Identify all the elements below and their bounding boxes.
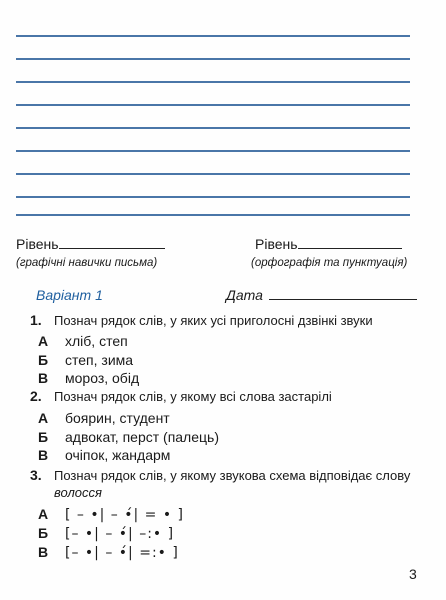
option-3a[interactable] — [38, 506, 184, 523]
date-blank[interactable] — [269, 287, 417, 300]
option-letter: А — [38, 506, 49, 522]
question-text: Познач рядок слів, у якому всі слова застарілі — [54, 389, 332, 404]
date-label: Дата — [226, 287, 263, 303]
level-right — [255, 236, 402, 252]
question-number: 3. — [30, 467, 42, 483]
sound-scheme: [ – •| – •́| = • ] — [65, 507, 185, 523]
question-text: Познач рядок слів, у якому звукова схема відповідає слову — [54, 468, 411, 483]
option-2c[interactable] — [38, 447, 170, 463]
level-left — [16, 236, 165, 252]
option-letter: А — [38, 410, 49, 426]
question-number: 2. — [30, 388, 42, 404]
option-text: мороз, обід — [65, 370, 140, 386]
writing-line[interactable] — [16, 214, 410, 216]
option-text: очіпок, жандарм — [65, 447, 171, 463]
option-text: адвокат, перст (палець) — [65, 429, 219, 445]
option-2b[interactable] — [38, 429, 219, 445]
level-right-note: (орфографія та пунктуація) — [251, 257, 408, 269]
date-field — [226, 287, 417, 303]
option-letter: А — [38, 333, 49, 349]
writing-line[interactable] — [16, 35, 410, 37]
writing-line[interactable] — [16, 58, 410, 60]
level-right-label: Рівень — [255, 236, 298, 252]
option-1c[interactable] — [38, 370, 139, 386]
option-text: степ, зима — [65, 352, 134, 368]
option-3b[interactable] — [38, 525, 174, 542]
level-left-note: (графічні навички письма) — [16, 257, 158, 269]
page-number: 3 — [409, 566, 417, 582]
writing-line[interactable] — [16, 104, 410, 106]
question-2 — [30, 388, 332, 404]
question-number: 1. — [30, 312, 42, 328]
level-right-blank[interactable] — [298, 236, 402, 249]
writing-line[interactable] — [16, 196, 410, 198]
option-1b[interactable] — [38, 352, 133, 368]
question-3 — [30, 467, 410, 483]
option-letter: Б — [38, 429, 49, 445]
option-letter: Б — [38, 525, 49, 541]
writing-line[interactable] — [16, 127, 410, 129]
question-3-word: волосся — [54, 485, 102, 500]
option-letter: В — [38, 447, 49, 463]
option-letter: В — [38, 370, 49, 386]
option-2a[interactable] — [38, 410, 170, 426]
writing-line[interactable] — [16, 173, 410, 175]
variant-title: Варіант 1 — [36, 287, 103, 303]
writing-line[interactable] — [16, 81, 410, 83]
option-text: боярин, студент — [65, 410, 170, 426]
option-letter: В — [38, 544, 49, 560]
sound-scheme: [– •| – •́| =:• ] — [65, 545, 179, 561]
writing-line[interactable] — [16, 150, 410, 152]
sound-scheme: [– •| – •́| –:• ] — [65, 526, 175, 542]
question-1 — [30, 312, 373, 328]
level-left-blank[interactable] — [59, 236, 165, 249]
option-text: хліб, степ — [65, 333, 128, 349]
level-left-label: Рівень — [16, 236, 59, 252]
option-letter: Б — [38, 352, 49, 368]
option-3c[interactable] — [38, 544, 179, 561]
question-text: Познач рядок слів, у яких усі приголосні дзвінкі звуки — [54, 313, 373, 328]
option-1a[interactable] — [38, 333, 128, 349]
